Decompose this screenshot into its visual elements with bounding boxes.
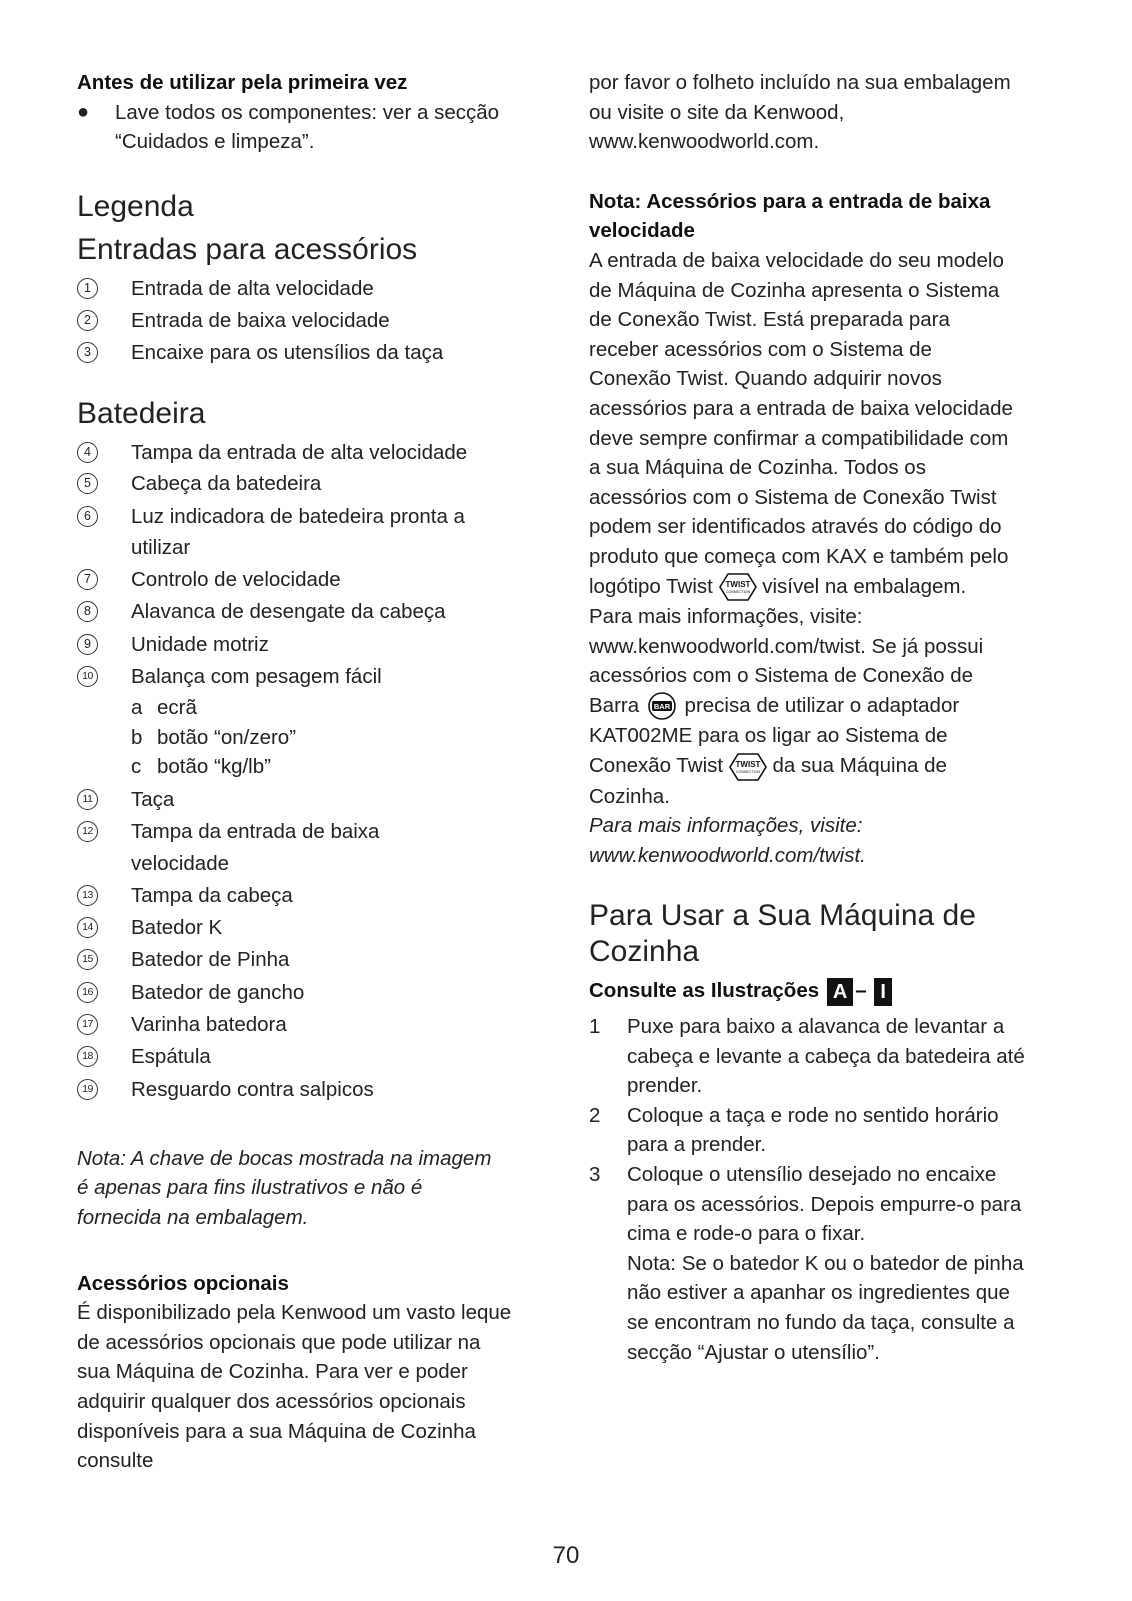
continued-text: por favor o folheto incluído na sua embalagem ou visite o site da Kenwood, www.kenwoodworld.com. xyxy=(589,71,1011,154)
legend-item xyxy=(77,944,537,976)
right-column xyxy=(589,68,1049,1367)
legend-item-text: Batedor K xyxy=(131,916,223,940)
legend-item xyxy=(77,784,537,816)
mixer-list xyxy=(77,437,537,1106)
legend-item xyxy=(77,501,537,564)
legend-item xyxy=(77,468,537,500)
optional-accessories-heading: Acessórios opcionais xyxy=(77,1271,289,1295)
nota-text-1: A entrada de baixa velocidade do seu modelo de Máquina de Cozinha apresenta o Sistema de Conexão Twist. Está preparada para receber acessórios com o Sistema de Conexão Twist. Quando adquirir novos acessórios para a entrada de baixa velocidade deve sempre confirmar a compatibilidade com a sua Máquina de Cozinha. Todos os acessórios com o Sistema de Conexão Twist podem ser identificados através do código do produto que começa com KAX e também pelo logótipo Twist xyxy=(589,248,1013,598)
legend-item xyxy=(77,661,537,693)
sub-item-letter: a xyxy=(131,696,143,720)
legend-item xyxy=(77,305,537,337)
entries-list xyxy=(77,273,537,370)
nota-text-2a: Se já possui acessórios com o Sistema de Conexão de Barra xyxy=(589,634,984,717)
legend-item-text: Controlo de velocidade xyxy=(131,568,341,592)
sub-item xyxy=(77,752,537,782)
legend-item-text: Cabeça da batedeira xyxy=(131,472,322,496)
number-circle-icon: 4 xyxy=(77,442,98,463)
number-circle-icon: 1 xyxy=(77,278,98,299)
illustrations-line xyxy=(589,976,1049,1006)
number-circle-icon: 8 xyxy=(77,601,98,622)
legend-item xyxy=(77,596,537,628)
legend-item-text: Resguardo contra salpicos xyxy=(131,1077,374,1101)
legend-item xyxy=(77,273,537,305)
illustration-badge-a: A xyxy=(827,978,853,1006)
legend-item-text: Tampa da entrada de baixa velocidade xyxy=(131,820,380,876)
legend-item-text: Unidade motriz xyxy=(131,632,269,656)
legend-item xyxy=(77,816,537,879)
twist-connection-logo-icon xyxy=(729,752,767,782)
legend-item xyxy=(77,564,537,596)
first-use-heading: Antes de utilizar pela primeira vez xyxy=(77,71,408,94)
legend-item xyxy=(77,1074,537,1106)
optional-accessories-text: É disponibilizado pela Kenwood um vasto leque de acessórios opcionais que pode utilizar na sua Máquina de Cozinha. Para ver e poder adquirir qualquer dos acessórios opcionais disponíveis para a sua Máquina de Cozinha consulte xyxy=(77,1301,512,1473)
nota-more-info: Para mais informações, visite: www.kenwoodworld.com/twist. xyxy=(589,814,866,867)
twist-logo-bottom: CONNECTION xyxy=(735,769,760,774)
bar-logo-svg xyxy=(645,691,679,721)
illustrations-dash: – xyxy=(855,979,867,1003)
twist-logo-svg xyxy=(719,572,757,602)
nota-text-1b: visível na embalagem. Para mais informações, visite: www.kenwoodworld.com/twist. xyxy=(589,574,967,658)
sub-item-text: botão “kg/lb” xyxy=(157,755,271,779)
twist-logo-top: TWIST xyxy=(735,759,761,769)
legend-item-text: Alavanca de desengate da cabeça xyxy=(131,600,446,624)
bar-logo-text: BAR xyxy=(653,702,670,712)
legend-item xyxy=(77,880,537,912)
steps-list xyxy=(589,1012,1029,1367)
legend-item-text: Entrada de alta velocidade xyxy=(131,276,374,300)
legend-item-text: Encaixe para os utensílios da taça xyxy=(131,341,444,365)
legend-item xyxy=(77,629,537,661)
sub-item xyxy=(77,693,537,723)
number-circle-icon: 17 xyxy=(77,1014,98,1035)
use-title: Para Usar a Sua Máquina de Cozinha xyxy=(589,899,976,969)
legend-title: Legenda xyxy=(77,189,194,223)
twist-logo-svg-2 xyxy=(729,752,767,782)
legend-item xyxy=(77,1009,537,1041)
step-item xyxy=(589,1012,1029,1101)
legend-item-text: Taça xyxy=(131,788,175,812)
nota-heading: Nota: Acessórios para a entrada de baixa velocidade xyxy=(589,189,991,243)
number-circle-icon: 16 xyxy=(77,982,98,1003)
number-circle-icon: 18 xyxy=(77,1046,98,1067)
first-use-bullet xyxy=(77,98,537,157)
number-circle-icon: 7 xyxy=(77,569,98,590)
step-note xyxy=(589,1249,1029,1367)
step-text: Coloque a taça e rode no sentido horário para a prender. xyxy=(627,1103,999,1157)
sub-item-letter: c xyxy=(131,755,142,779)
step-item xyxy=(589,1160,1029,1249)
nota-text-2c: da sua Máquina de Cozinha. xyxy=(589,754,947,808)
legend-item-text: Tampa da entrada de alta velocidade xyxy=(131,440,468,464)
legend-item-text: Luz indicadora de batedeira pronta a utilizar xyxy=(131,504,465,560)
legend-item-text: Espátula xyxy=(131,1045,211,1069)
step-text: Coloque o utensílio desejado no encaixe para os acessórios. Depois empurre-o para cima e rode-o para o fixar. xyxy=(627,1162,1022,1246)
twist-logo-bottom: CONNECTION xyxy=(725,590,750,595)
legend-item-text: Entrada de baixa velocidade xyxy=(131,309,390,333)
step-note-text: Nota: Se o batedor K ou o batedor de pinha não estiver a apanhar os ingredientes que se encontram no fundo da taça, consulte a secção “Ajustar o utensílio”. xyxy=(627,1251,1024,1364)
sub-item-text: botão “on/zero” xyxy=(157,725,297,749)
bar-connection-logo-icon xyxy=(645,691,679,721)
number-circle-icon: 11 xyxy=(77,789,98,810)
illustrations-label: Consulte as Ilustrações xyxy=(589,979,820,1003)
number-circle-icon: 3 xyxy=(77,342,98,363)
step-number: 1 xyxy=(589,1014,601,1038)
twist-logo-top: TWIST xyxy=(725,580,750,590)
legend-item-text: Tampa da cabeça xyxy=(131,883,293,907)
sub-item xyxy=(77,723,537,753)
number-circle-icon: 2 xyxy=(77,310,98,331)
first-use-bullet-text: Lave todos os componentes: ver a secção “Cuidados e limpeza”. xyxy=(115,100,500,154)
sub-item-letter: b xyxy=(131,725,143,749)
number-circle-icon: 12 xyxy=(77,821,98,842)
legend-item xyxy=(77,437,537,469)
page-number: 70 xyxy=(552,1542,580,1569)
step-number: 3 xyxy=(589,1162,601,1186)
left-column xyxy=(77,68,537,1476)
illustration-badge-i: I xyxy=(874,978,892,1006)
mixer-title: Batedeira xyxy=(77,396,206,430)
step-item xyxy=(589,1101,1029,1160)
number-circle-icon: 9 xyxy=(77,634,98,655)
number-circle-icon: 15 xyxy=(77,949,98,970)
bullet-icon: ● xyxy=(77,100,90,123)
legend-item xyxy=(77,912,537,944)
nota-text-2b: precisa de utilizar o adaptador KAT002ME para os ligar ao Sistema de Conexão Twist xyxy=(589,693,960,778)
legend-item xyxy=(77,977,537,1009)
legend-item-text: Varinha batedora xyxy=(131,1012,287,1036)
sub-item-text: ecrã xyxy=(157,696,197,720)
nota-paragraph xyxy=(589,246,1014,811)
legend-item xyxy=(77,1041,537,1073)
legend-item-text: Batedor de gancho xyxy=(131,980,305,1004)
legend-item-text: Balança com pesagem fácil xyxy=(131,664,382,688)
number-circle-icon: 19 xyxy=(77,1079,98,1100)
step-number: 2 xyxy=(589,1103,601,1127)
step-text: Puxe para baixo a alavanca de levantar a cabeça e levante a cabeça da batedeira até prender. xyxy=(627,1014,1025,1098)
number-circle-icon: 5 xyxy=(77,473,98,494)
legend-item xyxy=(77,337,537,369)
wrench-note: Nota: A chave de bocas mostrada na imagem é apenas para fins ilustrativos e não é fornecida na embalagem. xyxy=(77,1146,492,1230)
number-circle-icon: 14 xyxy=(77,917,98,938)
number-circle-icon: 10 xyxy=(77,666,98,687)
number-circle-icon: 13 xyxy=(77,885,98,906)
twist-connection-logo-icon xyxy=(719,572,757,602)
legend-item-text: Batedor de Pinha xyxy=(131,948,290,972)
number-circle-icon: 6 xyxy=(77,506,98,527)
entries-title: Entradas para acessórios xyxy=(77,232,418,266)
